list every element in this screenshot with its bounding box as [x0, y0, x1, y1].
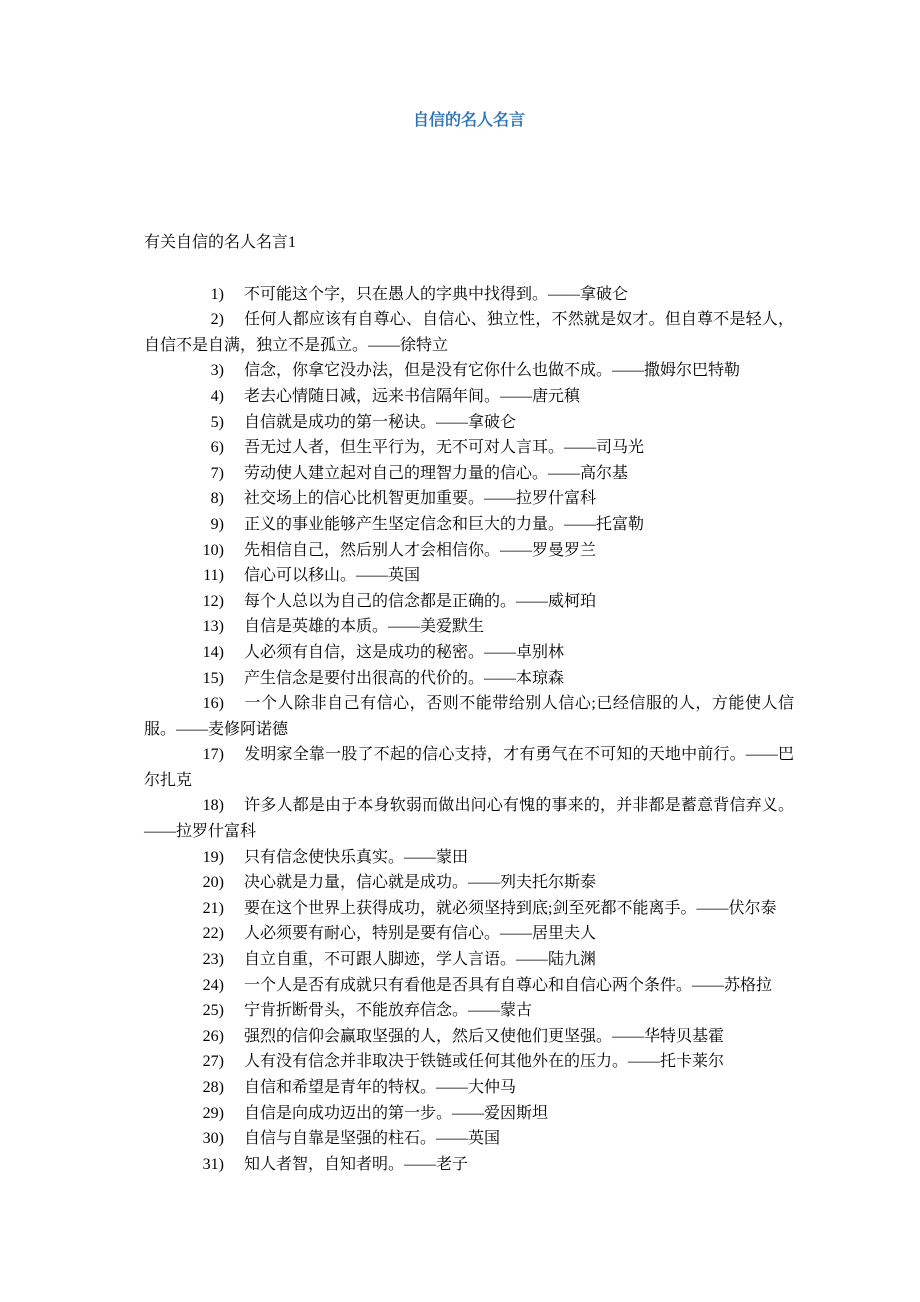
list-item-text: 信念，你拿它没办法，但是没有它你什么也做不成。——撒姆尔巴特勒	[244, 362, 741, 380]
list-item-text: 任何人都应该有自尊心、自信心、独立性，不然就是奴才。但自尊不是轻人，自信不是自满，独立不是孤立。——徐特立	[144, 311, 794, 354]
list-item-text: 正义的事业能够产生坚定信念和巨大的力量。——托富勒	[244, 515, 645, 533]
list-item	[144, 1101, 794, 1127]
list-item	[144, 742, 794, 793]
list-item-number: 27)	[202, 1053, 224, 1071]
list-item	[144, 538, 794, 564]
list-item-number: 5)	[210, 413, 224, 431]
list-item-number: 22)	[202, 925, 224, 943]
list-item	[144, 793, 794, 844]
list-item-number: 3)	[210, 362, 224, 380]
list-item-number: 17)	[202, 746, 224, 764]
list-item	[144, 973, 794, 999]
list-item-number: 8)	[210, 490, 224, 508]
list-item	[144, 1152, 794, 1178]
list-item-text: 宁肯折断骨头，不能放弃信念。——蒙古	[244, 1002, 533, 1020]
list-item	[144, 512, 794, 538]
list-item-number: 19)	[202, 848, 224, 866]
list-item-number: 11)	[203, 567, 224, 585]
list-item-text: 只有信念使快乐真实。——蒙田	[244, 848, 469, 866]
list-item-text: 人必须要有耐心，特别是要有信心。——居里夫人	[244, 925, 597, 943]
list-item	[144, 461, 794, 487]
list-item-text: 发明家全靠一股了不起的信心支持，才有勇气在不可知的天地中前行。——巴尔扎克	[144, 746, 794, 789]
list-item-number: 13)	[202, 618, 224, 636]
list-item-text: 自信与自靠是坚强的柱石。——英国	[244, 1130, 501, 1148]
list-item-number: 12)	[202, 592, 224, 610]
list-item-text: 人必须有自信，这是成功的秘密。——卓别林	[244, 643, 565, 661]
list-item	[144, 947, 794, 973]
list-item-number: 16)	[202, 695, 224, 713]
list-item-number: 14)	[202, 643, 224, 661]
list-item-number: 30)	[202, 1130, 224, 1148]
list-item	[144, 896, 794, 922]
list-item-text: 一个人是否有成就只有看他是否具有自尊心和自信心两个条件。——苏格拉	[244, 976, 773, 994]
list-item-text: 自信是英雄的本质。——美爱默生	[244, 618, 485, 636]
list-item	[144, 845, 794, 871]
list-item-number: 24)	[202, 976, 224, 994]
list-item-number: 10)	[202, 541, 224, 559]
list-item-number: 28)	[202, 1079, 224, 1096]
list-item-number: 21)	[202, 899, 224, 917]
list-item-number: 29)	[202, 1104, 224, 1122]
list-item-number: 2)	[210, 311, 224, 329]
list-item	[144, 921, 794, 947]
list-item	[144, 1024, 794, 1050]
list-item-text: 劳动使人建立起对自己的理智力量的信心。——高尔基	[244, 464, 629, 482]
document-title: 自信的名人名言	[412, 112, 525, 129]
list-item-number: 4)	[210, 387, 224, 405]
list-item-text: 要在这个世界上获得成功，就必须坚持到底;剑至死都不能离手。——伏尔泰	[244, 899, 777, 917]
list-item	[144, 282, 794, 308]
list-item-number: 25)	[202, 1002, 224, 1020]
list-item-number: 18)	[202, 797, 224, 815]
list-item-number: 6)	[210, 439, 224, 457]
list-item	[144, 1049, 794, 1075]
list-item	[144, 998, 794, 1024]
list-item	[144, 435, 794, 461]
list-item	[144, 691, 794, 742]
list-item-text: 先相信自己，然后别人才会相信你。——罗曼罗兰	[244, 541, 597, 559]
list-item-text: 决心就是力量，信心就是成功。——列夫托尔斯泰	[244, 874, 597, 892]
list-item-text: 每个人总以为自己的信念都是正确的。——威柯珀	[244, 592, 597, 610]
list-item	[144, 614, 794, 640]
list-item	[144, 486, 794, 512]
section-heading: 有关自信的名人名言1	[144, 234, 297, 251]
list-item-number: 1)	[210, 285, 224, 303]
list-item-number: 31)	[202, 1155, 224, 1173]
list-item	[144, 563, 794, 589]
list-item-text: 自立自重，不可跟人脚迹，学人言语。——陆九渊	[244, 951, 597, 969]
list-item-text: 许多人都是由于本身软弱而做出问心有愧的事来的，并非都是蓄意背信弃义。——拉罗什富科	[144, 797, 794, 841]
list-item-text: 吾无过人者，但生平行为，无不可对人言耳。——司马光	[244, 439, 645, 457]
list-item	[144, 307, 794, 358]
list-item	[144, 640, 794, 666]
list-item-text: 自信就是成功的第一秘诀。——拿破仑	[244, 413, 517, 431]
list-item	[144, 589, 794, 615]
list-item-number: 15)	[202, 669, 224, 687]
list-item-text: 不可能这个字，只在愚人的字典中找得到。——拿破仑	[244, 285, 629, 303]
list-item	[144, 1075, 794, 1101]
list-item-number: 26)	[202, 1027, 224, 1045]
list-item-text: 一个人除非自己有信心，否则不能带给别人信心;已经信服的人，方能使人信服。——麦修阿诺德	[144, 695, 794, 738]
list-item	[144, 358, 794, 384]
quote-list	[144, 282, 794, 1178]
list-item-text: 强烈的信仰会赢取坚强的人，然后又使他们更坚强。——华特贝基霍	[244, 1027, 725, 1045]
list-item	[144, 870, 794, 896]
list-item	[144, 1126, 794, 1152]
list-item-text: 自信和希望是青年的特权。——大仲马	[244, 1079, 517, 1096]
list-item	[144, 384, 794, 410]
list-item	[144, 410, 794, 436]
list-item-text: 老去心情随日减，远来书信隔年间。——唐元稹	[244, 387, 581, 405]
list-item-text: 社交场上的信心比机智更加重要。——拉罗什富科	[244, 490, 597, 508]
list-item-text: 自信是向成功迈出的第一步。——爱因斯坦	[244, 1104, 549, 1122]
list-item	[144, 666, 794, 692]
list-item-number: 9)	[210, 515, 224, 533]
list-item-text: 信心可以移山。——英国	[244, 567, 421, 585]
list-item-text: 人有没有信念并非取决于铁链或任何其他外在的压力。——托卡莱尔	[244, 1053, 725, 1071]
list-item-number: 20)	[202, 874, 224, 892]
list-item-text: 产生信念是要付出很高的代价的。——本琼森	[244, 669, 565, 687]
list-item-text: 知人者智，自知者明。——老子	[244, 1155, 469, 1173]
list-item-number: 7)	[210, 464, 224, 482]
list-item-number: 23)	[202, 951, 224, 969]
